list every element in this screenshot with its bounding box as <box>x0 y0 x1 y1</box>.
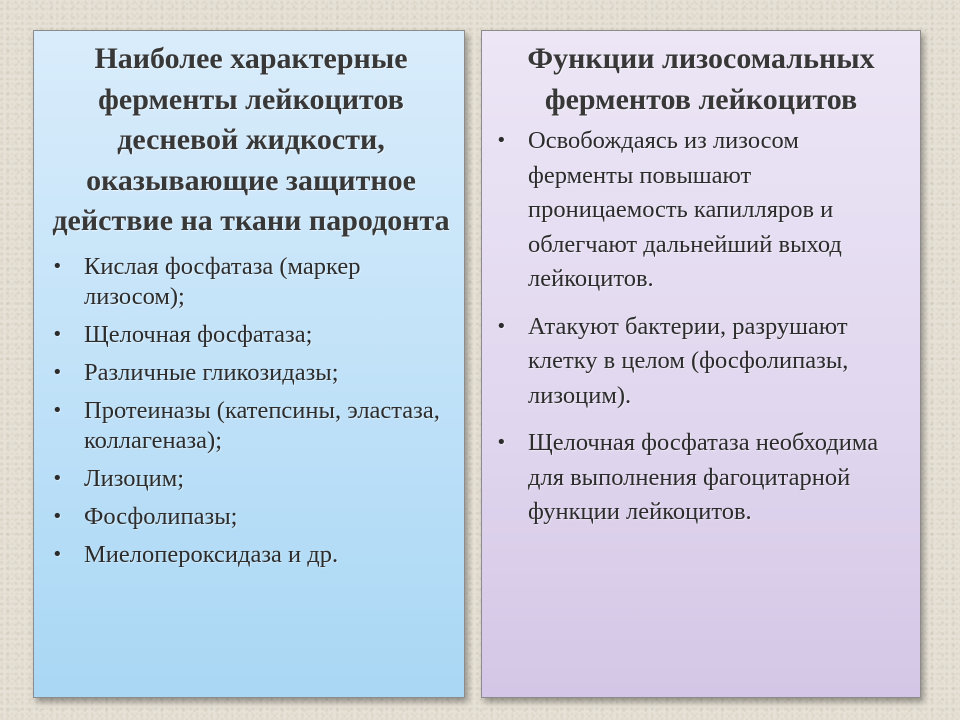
list-item <box>494 426 908 530</box>
list-item <box>48 540 454 570</box>
bullet-icon: • <box>52 399 63 421</box>
bullet-icon: • <box>52 505 63 527</box>
left-bullet-list <box>48 252 454 570</box>
bullet-icon: • <box>52 323 63 345</box>
list-item <box>48 252 454 312</box>
list-item-text: Щелочная фосфатаза; <box>84 320 313 348</box>
list-item-text: Кислая фосфатаза (маркер лизосом); <box>84 252 361 310</box>
right-bullet-list <box>494 124 908 530</box>
bullet-icon: • <box>496 130 507 151</box>
list-item-text: Щелочная фосфатаза необходима для выполнения фагоцитарной функции лейкоцитов. <box>528 429 879 525</box>
list-item <box>494 310 908 414</box>
left-panel <box>33 30 465 698</box>
list-item-text: Лизоцим; <box>84 464 185 492</box>
right-panel-title: Функции лизосомальных ферментов лейкоцитов <box>527 42 875 116</box>
list-item <box>48 320 454 350</box>
list-item-text: Различные гликозидазы; <box>84 358 339 386</box>
list-item <box>48 396 454 456</box>
list-item-text: Фосфолипазы; <box>84 502 238 530</box>
list-item <box>494 124 908 297</box>
list-item-text: Протеиназы (катепсины, эластаза, коллагеназа); <box>84 396 440 454</box>
bullet-icon: • <box>52 543 63 565</box>
bullet-icon: • <box>52 361 63 383</box>
bullet-icon: • <box>496 432 507 453</box>
list-item <box>48 358 454 388</box>
list-item-text: Миелопероксидаза и др. <box>84 540 339 568</box>
list-item <box>48 464 454 494</box>
list-item <box>48 502 454 532</box>
bullet-icon: • <box>52 255 63 277</box>
bullet-icon: • <box>496 315 507 337</box>
right-panel <box>481 30 921 698</box>
left-panel-title: Наиболее характерные ферменты лейкоцитов десневой жидкости, оказывающие защитное действие на ткани пародонта <box>52 42 450 237</box>
list-item-text: Освобождаясь из лизосом ферменты повышают проницаемость капилляров и облегчают дальнейший выход лейкоцитов. <box>528 127 842 292</box>
bullet-icon: • <box>52 467 63 489</box>
list-item-text: Атакуют бактерии, разрушают клетку в целом (фосфолипазы, лизоцим). <box>528 312 849 409</box>
